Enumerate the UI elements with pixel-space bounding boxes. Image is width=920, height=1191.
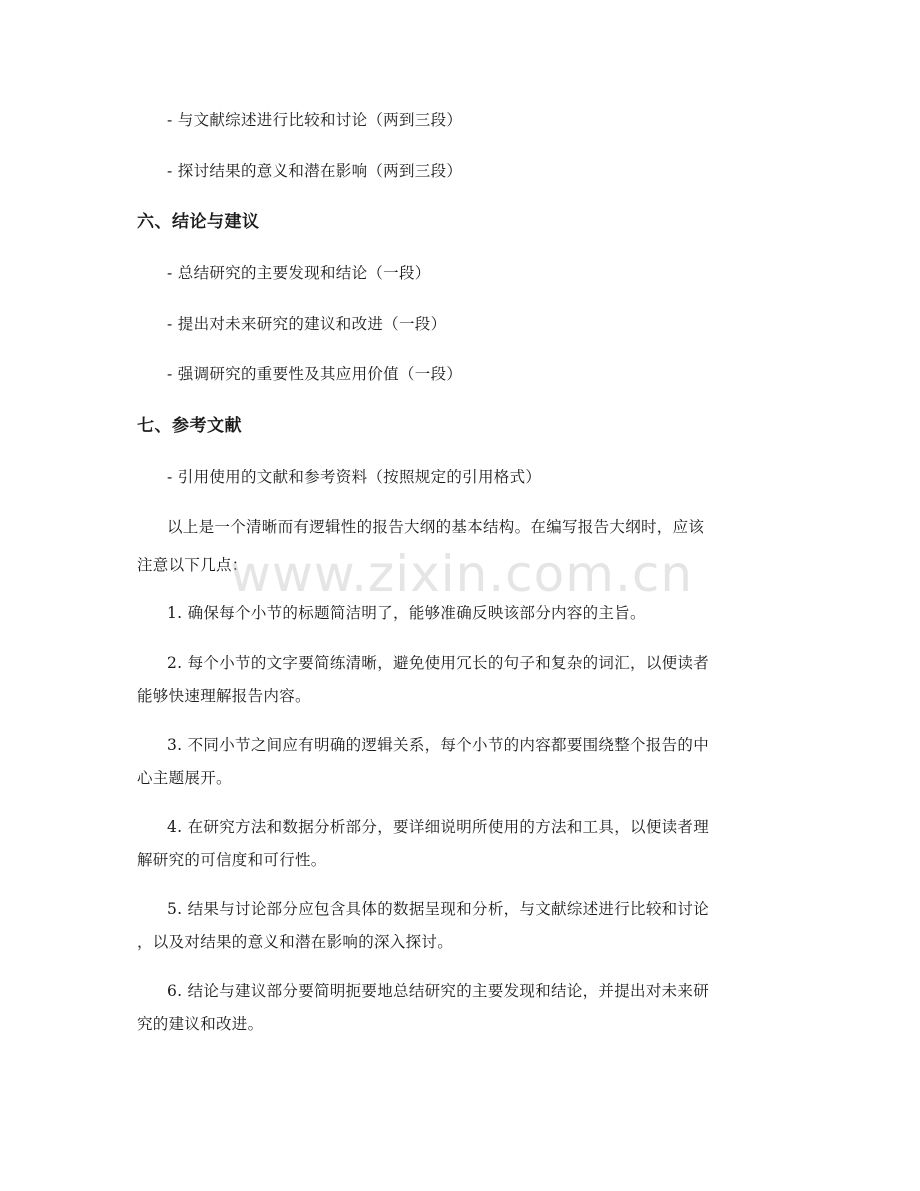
point-line: 解研究的可信度和可行性。	[137, 851, 327, 869]
list-item: - 与文献综述进行比较和讨论（两到三段）	[167, 111, 463, 129]
point-line: 6. 结论与建议部分要简明扼要地总结研究的主要发现和结论，并提出对未来研	[167, 982, 710, 1000]
watermark: www.zixin.com.cn	[230, 545, 694, 603]
point-line: 心主题展开。	[137, 769, 232, 787]
point-line: 能够快速理解报告内容。	[137, 687, 311, 705]
list-item: - 强调研究的重要性及其应用价值（一段）	[167, 365, 463, 383]
list-item: - 引用使用的文献和参考资料（按照规定的引用格式）	[167, 468, 542, 486]
list-item: - 总结研究的主要发现和结论（一段）	[167, 264, 431, 282]
point-line: ，以及对结果的意义和潜在影响的深入探讨。	[137, 933, 454, 951]
point-line: 1. 确保每个小节的标题简洁明了，能够准确反映该部分内容的主旨。	[167, 604, 646, 622]
point-line: 5. 结果与讨论部分应包含具体的数据呈现和分析，与文献综述进行比较和讨论	[167, 900, 710, 918]
section-heading: 六、结论与建议	[137, 212, 260, 232]
point-line: 2. 每个小节的文字要简练清晰，避免使用冗长的句子和复杂的词汇，以便读者	[167, 654, 710, 672]
section-heading: 七、参考文献	[137, 416, 242, 436]
list-item: - 提出对未来研究的建议和改进（一段）	[167, 315, 447, 333]
paragraph-line: 以上是一个清晰而有逻辑性的报告大纲的基本结构。在编写报告大纲时，应该	[167, 518, 705, 536]
paragraph-line: 注意以下几点：	[137, 556, 248, 574]
point-line: 4. 在研究方法和数据分析部分，要详细说明所使用的方法和工具，以便读者理	[167, 818, 710, 836]
list-item: - 探讨结果的意义和潜在影响（两到三段）	[167, 162, 463, 180]
point-line: 3. 不同小节之间应有明确的逻辑关系，每个小节的内容都要围绕整个报告的中	[167, 736, 710, 754]
point-line: 究的建议和改进。	[137, 1015, 264, 1033]
